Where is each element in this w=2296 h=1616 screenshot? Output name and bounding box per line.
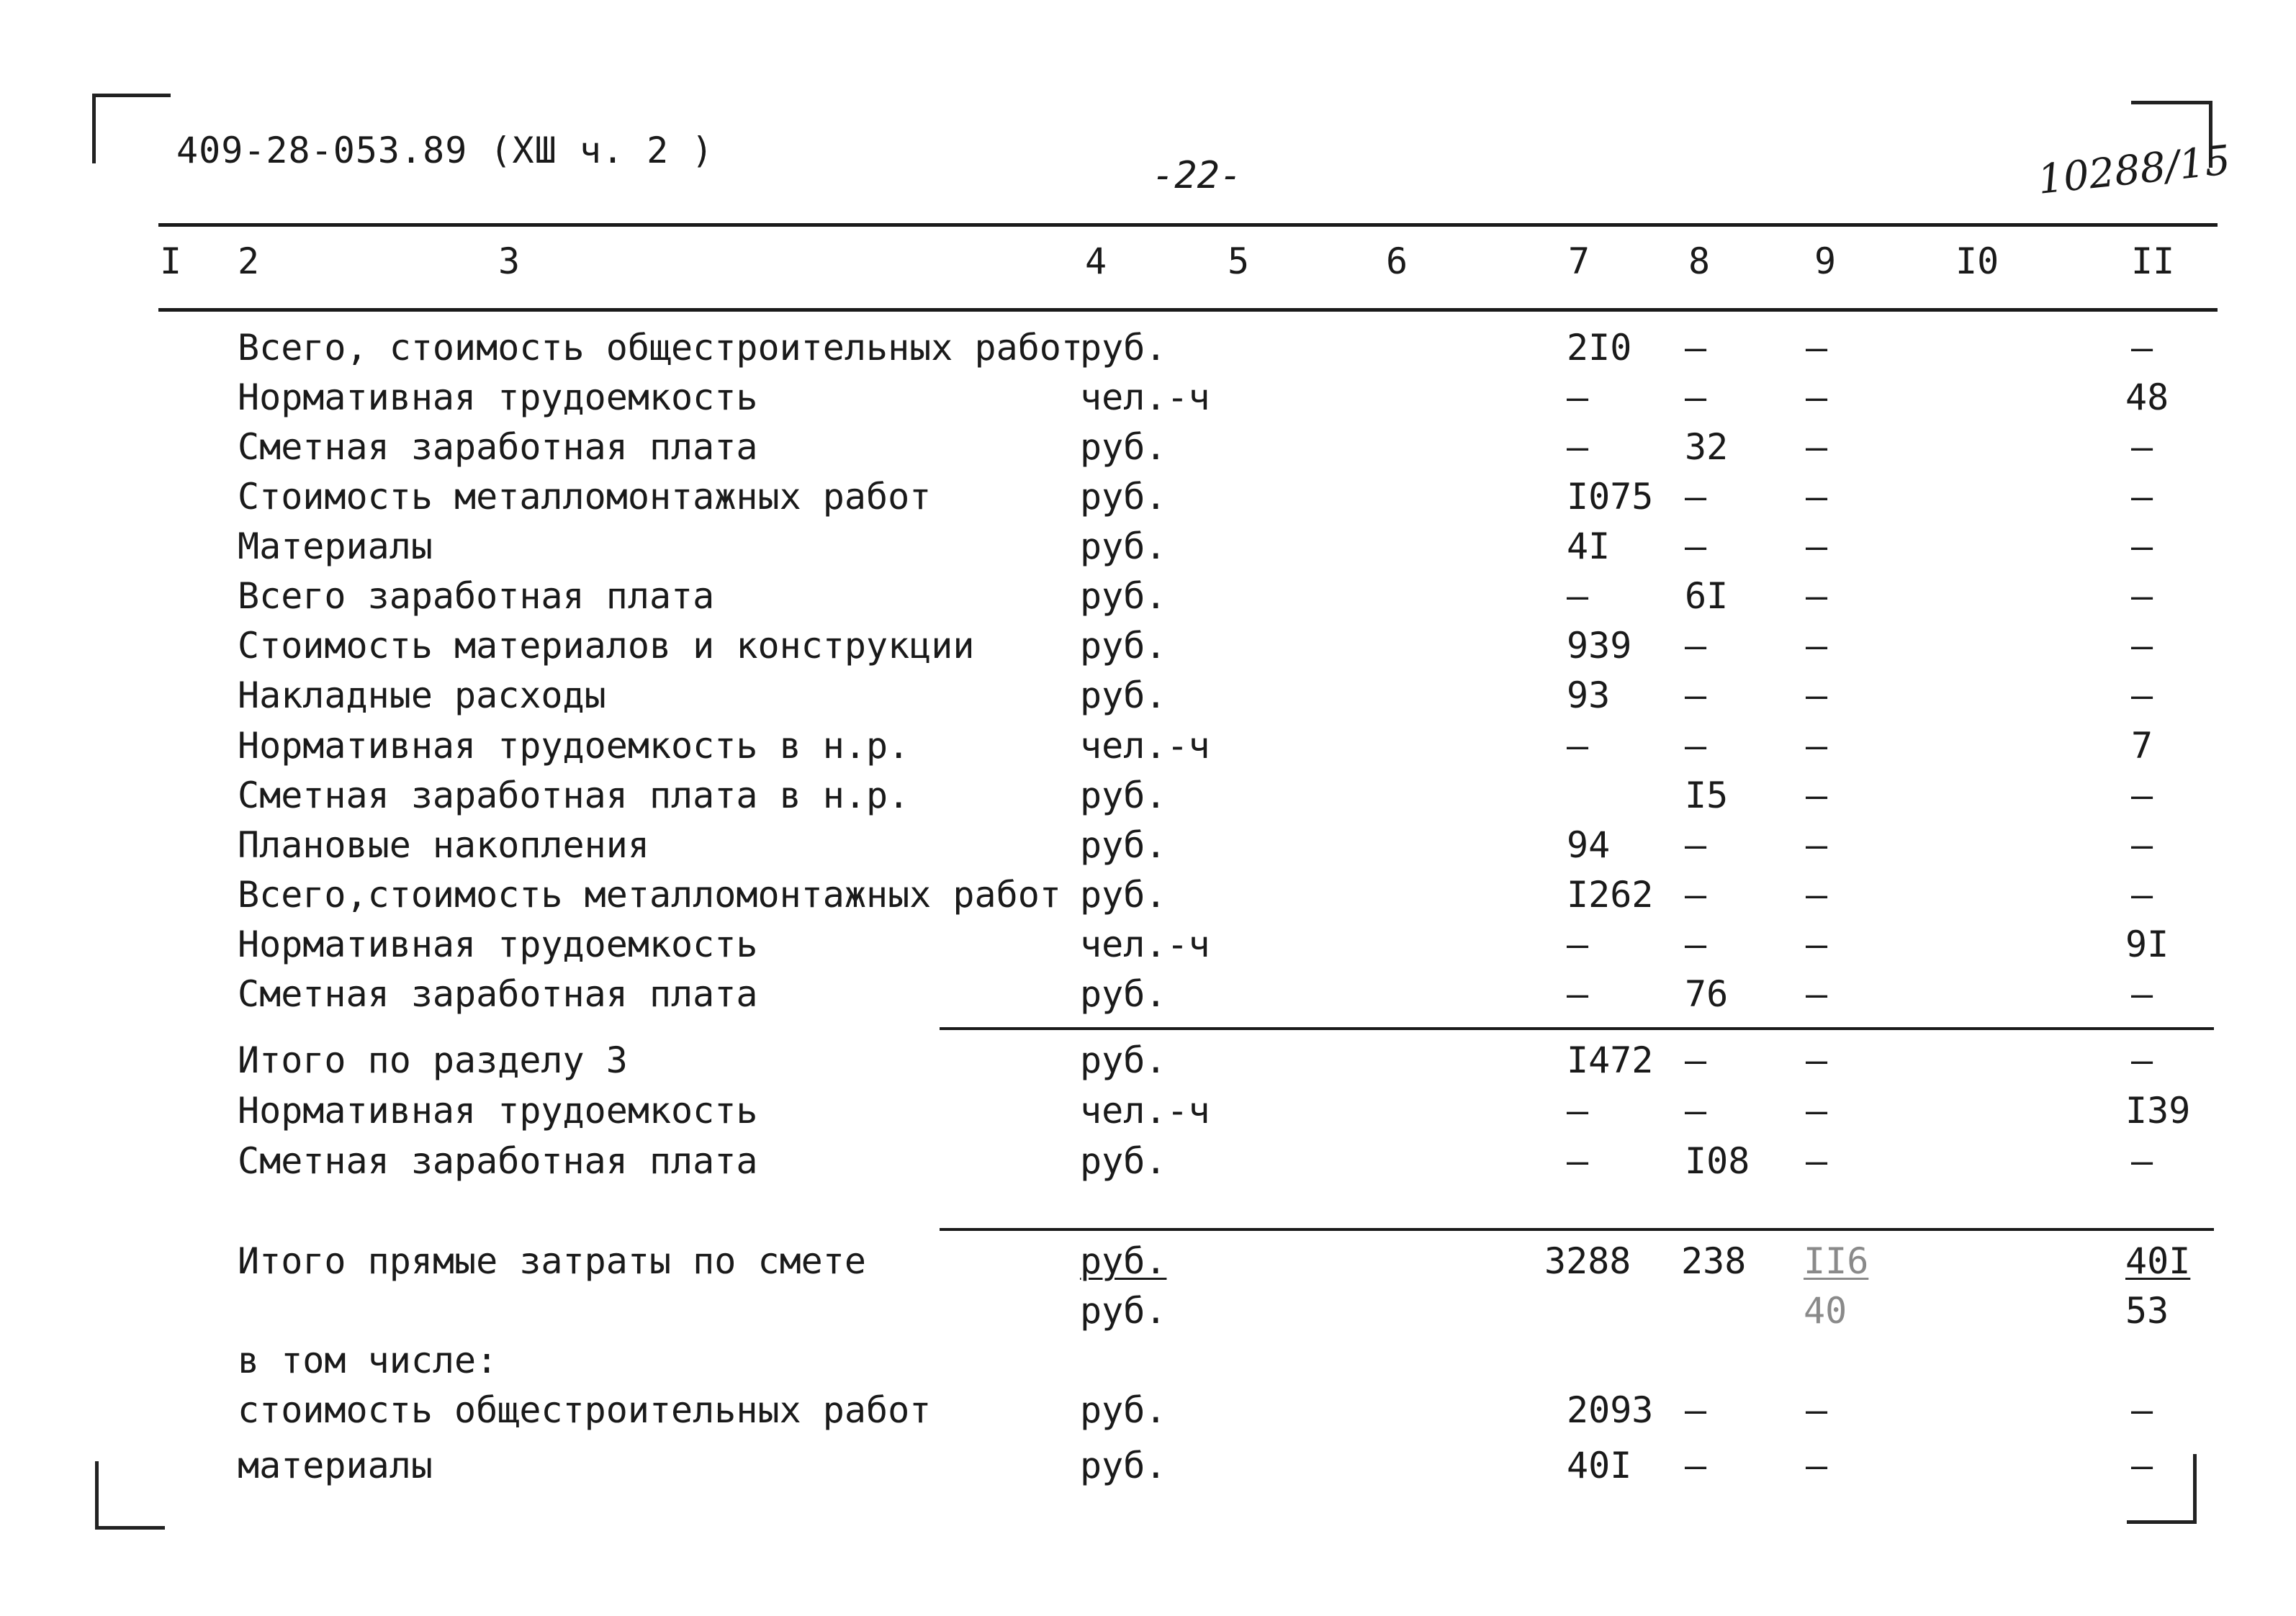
row-name: Нормативная трудоемкость [238,1090,758,1132]
page-number: -22- [1152,154,1243,197]
row-col-11: – [2131,327,2153,369]
row-col-7: – [1567,725,1589,767]
row-col-11: – [2131,1140,2153,1182]
row-col-9: – [1806,426,1828,468]
row-col-7: – [1567,924,1589,965]
row-col-8: – [1685,1389,1707,1431]
row-col-8: 6I [1685,575,1729,617]
row-name: Стоимость металломонтажных работ [238,476,932,518]
row-col-7: – [1567,376,1589,418]
row-unit: руб. [1080,1039,1167,1081]
row-col-8: – [1685,924,1707,965]
row-unit: руб. [1080,824,1167,866]
row-col-11: 48 [2125,376,2169,418]
table-row [0,425,2296,471]
row-col-8: – [1685,476,1707,518]
corner-mark-top-left [92,94,171,163]
row-col-11: – [2131,476,2153,518]
row-col-11: – [2131,874,2153,916]
row-col-9: – [1806,327,1828,369]
row-name: Нормативная трудоемкость [238,376,758,418]
row-name: Сметная заработная плата [238,1140,758,1182]
row-unit: чел.-ч [1080,725,1210,767]
row-col-11: – [2131,674,2153,716]
row-unit: руб. [1080,575,1167,617]
row-col-11: – [2131,625,2153,667]
row-col-9: – [1806,1389,1828,1431]
row-col-8: – [1685,824,1707,866]
row-col-8: – [1685,625,1707,667]
row-col-8: I08 [1685,1140,1750,1182]
row-name: Сметная заработная плата [238,973,758,1015]
row-col-8: 32 [1685,426,1729,468]
row-col-11: – [2131,973,2153,1015]
table-row [0,475,2296,521]
row-unit: чел.-ч [1080,924,1210,965]
table-row [0,873,2296,919]
column-header-9: 9 [1814,240,1837,282]
row-col-9: – [1806,1090,1828,1132]
row-col-11: 40I [2125,1240,2191,1282]
section-subtotal-rule [940,1027,2214,1030]
column-header-4: 4 [1085,240,1107,282]
row-col-7: 2093 [1567,1389,1654,1431]
row-name: Накладные расходы [238,674,606,716]
row-col-11: – [2131,575,2153,617]
table-row [0,923,2296,969]
row-col-7: 93 [1567,674,1611,716]
row-col-8: – [1685,1090,1707,1132]
row-name: материалы [238,1445,433,1486]
row-col-9: – [1806,1039,1828,1081]
row-col-9: – [1806,525,1828,567]
row-name: Всего, стоимость общестроительных работ [238,327,1083,369]
row-name: Итого по разделу 3 [238,1039,628,1081]
table-row [0,823,2296,870]
row-col-7: 40I [1567,1445,1632,1486]
row-name: Всего заработная плата [238,575,715,617]
row-col-7: 939 [1567,625,1632,667]
table-row [0,574,2296,620]
row-col-7: I262 [1567,874,1654,916]
row-name: стоимость общестроительных работ [238,1389,932,1431]
row-name: Итого прямые затраты по смете [238,1240,866,1282]
row-col-11: 53 [2125,1290,2169,1332]
row-name: Нормативная трудоемкость [238,924,758,965]
table-row [0,1389,2296,1435]
row-unit: руб. [1080,674,1167,716]
row-col-11: 7 [2131,725,2153,767]
table-row [0,724,2296,770]
row-unit: руб. [1080,525,1167,567]
row-name: Материалы [238,525,433,567]
row-col-7: I075 [1567,476,1654,518]
column-header-11: II [2131,240,2175,282]
row-col-9: – [1806,1445,1828,1486]
row-col-8: – [1685,1445,1707,1486]
row-col-11: 9I [2125,924,2169,965]
row-unit: руб. [1080,874,1167,916]
row-name: Нормативная трудоемкость в н.р. [238,725,910,767]
table-row [0,525,2296,571]
row-unit: руб. [1080,1240,1167,1282]
row-col-8: 238 [1681,1240,1747,1282]
row-name: в том числе: [238,1340,498,1381]
table-row [0,1139,2296,1186]
column-header-7: 7 [1568,240,1590,282]
row-col-8: – [1685,376,1707,418]
row-unit: руб. [1080,327,1167,369]
row-col-9: – [1806,725,1828,767]
row-unit: руб. [1080,476,1167,518]
table-top-rule [158,223,2218,227]
row-col-9: – [1806,874,1828,916]
row-unit: руб. [1080,1140,1167,1182]
row-col-9: II6 [1804,1240,1869,1282]
row-unit: руб. [1080,426,1167,468]
table-row [0,624,2296,670]
column-header-10: I0 [1955,240,1999,282]
row-col-11: – [2131,1389,2153,1431]
row-col-7: I472 [1567,1039,1654,1081]
row-col-8: I5 [1685,775,1729,816]
row-col-11: – [2131,525,2153,567]
row-col-7: – [1567,575,1589,617]
column-header-5: 5 [1228,240,1250,282]
row-name: Сметная заработная плата в н.р. [238,775,910,816]
row-col-11: I39 [2125,1090,2191,1132]
row-unit: руб. [1080,1445,1167,1486]
row-col-9: – [1806,575,1828,617]
row-col-7: 2I0 [1567,327,1632,369]
row-name: Всего,стоимость металломонтажных работ [238,874,1061,916]
table-row [0,972,2296,1019]
table-row [0,326,2296,372]
row-col-9: – [1806,376,1828,418]
row-col-11: – [2131,824,2153,866]
row-col-9: – [1806,674,1828,716]
row-unit: чел.-ч [1080,1090,1210,1132]
row-col-11: – [2131,775,2153,816]
row-col-8: – [1685,1039,1707,1081]
row-unit: чел.-ч [1080,376,1210,418]
row-col-9: – [1806,924,1828,965]
column-header-1: I [160,240,182,282]
row-col-7: – [1567,426,1589,468]
row-col-8: – [1685,327,1707,369]
row-unit: руб. [1080,775,1167,816]
column-header-6: 6 [1386,240,1408,282]
row-col-8: – [1685,674,1707,716]
row-col-11: – [2131,1445,2153,1486]
table-row [0,1339,2296,1385]
table-row [0,674,2296,720]
table-row [0,774,2296,820]
document-code: 409-28-053.89 (XШ ч. 2 ) [176,130,714,171]
column-header-2: 2 [238,240,260,282]
table-row [0,1289,2296,1335]
row-name: Стоимость материалов и конструкции [238,625,975,667]
section-total-row [0,1039,2296,1085]
table-row [0,376,2296,422]
row-name: Плановые накопления [238,824,649,866]
row-col-7: 4I [1567,525,1611,567]
grand-total-row [0,1240,2296,1286]
row-unit: руб. [1080,1389,1167,1431]
handwritten-reference-number: 10288/15 [2035,137,2233,204]
table-row [0,1444,2296,1490]
row-col-7: 3288 [1544,1240,1631,1282]
row-col-9: – [1806,824,1828,866]
row-col-8: – [1685,525,1707,567]
row-col-8: 76 [1685,973,1729,1015]
total-rule [940,1228,2214,1231]
row-col-7: – [1567,1090,1589,1132]
row-col-11: – [2131,1039,2153,1081]
row-name: Сметная заработная плата [238,426,758,468]
header-bottom-rule [158,308,2218,312]
row-unit: руб. [1080,625,1167,667]
row-col-8: – [1685,874,1707,916]
row-col-11: – [2131,426,2153,468]
row-unit: руб. [1080,973,1167,1015]
table-row [0,1089,2296,1135]
row-unit: руб. [1080,1290,1167,1332]
column-header-8: 8 [1688,240,1711,282]
row-col-9: – [1806,973,1828,1015]
row-col-9: – [1806,625,1828,667]
row-col-7: 94 [1567,824,1611,866]
row-col-9: 40 [1804,1290,1847,1332]
row-col-9: – [1806,1140,1828,1182]
column-header-3: 3 [498,240,521,282]
row-col-9: – [1806,476,1828,518]
row-col-9: – [1806,775,1828,816]
row-col-7: – [1567,973,1589,1015]
row-col-8: – [1685,725,1707,767]
row-col-7: – [1567,1140,1589,1182]
